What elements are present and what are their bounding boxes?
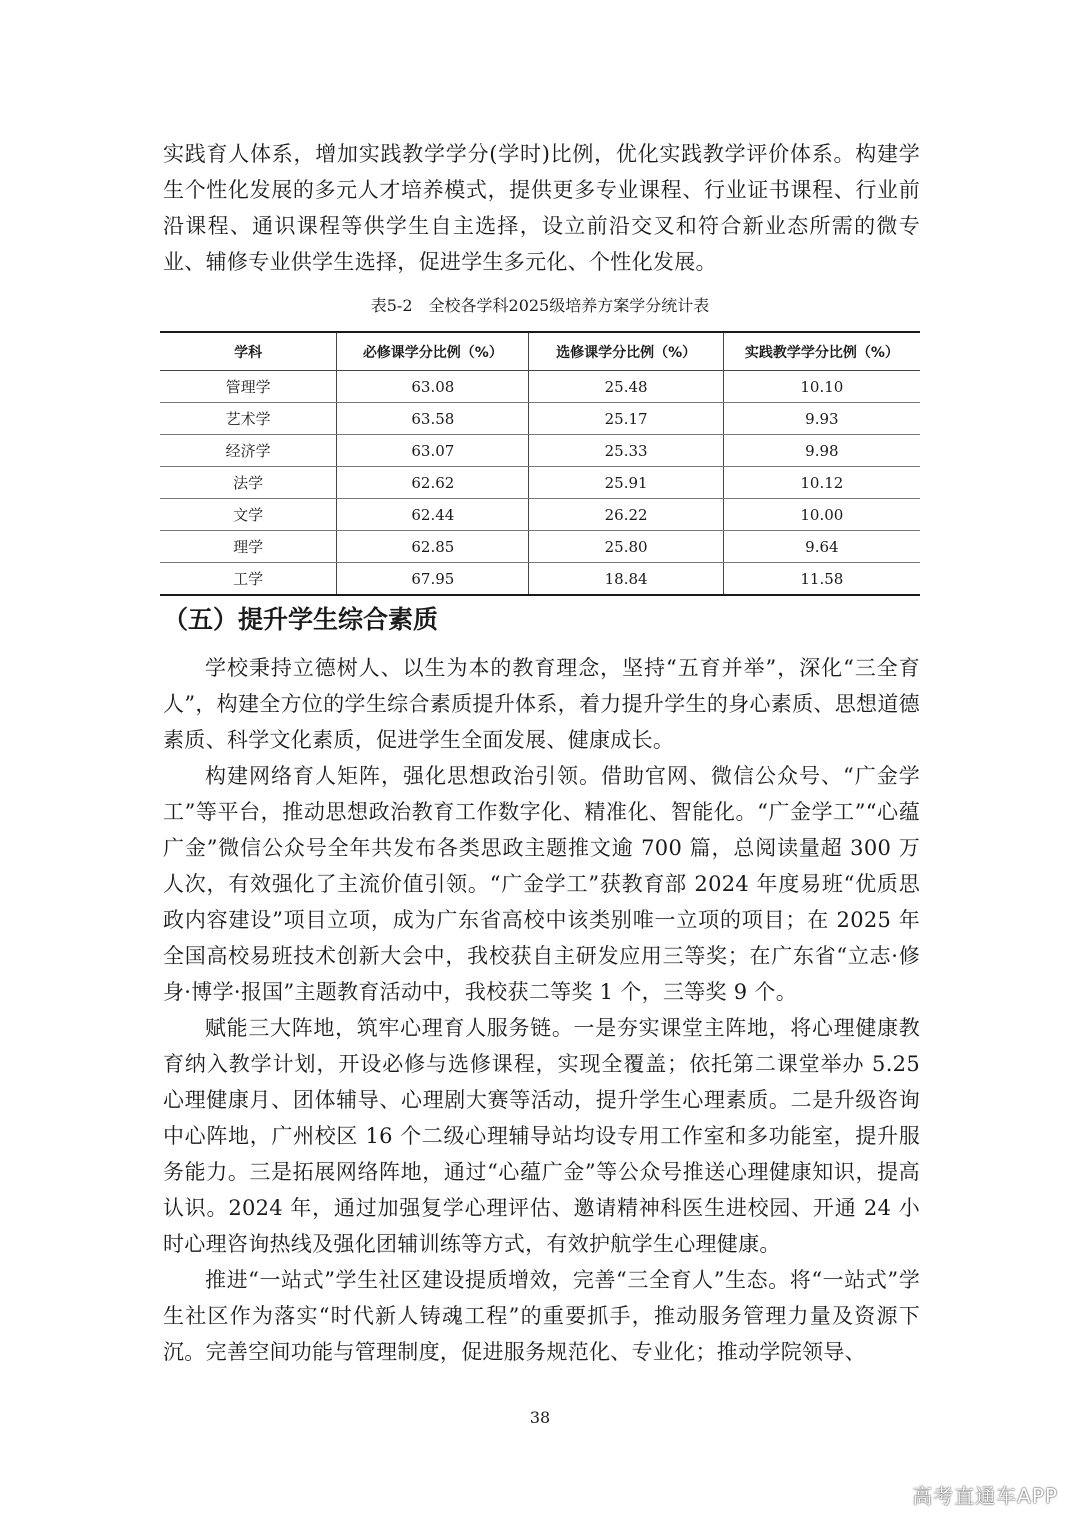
cell-required: 62.62 [337,467,529,499]
cell-subject: 法学 [160,467,337,499]
header-subject: 学科 [160,332,337,371]
section-heading: （五）提升学生综合素质 [163,605,439,634]
body-paragraph: 推进“一站式”学生社区建设提质增效，完善“三全育人”生态。将“一站式”学生社区作为落实“时代新人铸魂工程”的重要抓手，推动服务管理力量及资源下沉。完善空间功能与管理制度，促进服务规范化、专业化；推动学院领导、 [163,1268,920,1364]
header-required-ratio: 必修课学分比例（%） [337,332,529,371]
cell-practice: 9.93 [723,403,920,435]
cell-practice: 9.64 [723,531,920,563]
page-number: 38 [529,1408,551,1427]
table-row [160,499,920,531]
table-row [160,563,920,596]
cell-subject: 理学 [160,531,337,563]
cell-required: 67.95 [337,563,529,596]
body-paragraph: 学校秉持立德树人、以生为本的教育理念，坚持“五育并举”，深化“三全育人”，构建全方位的学生综合素质提升体系，着力提升学生的身心素质、思想道德素质、科学文化素质，促进学生全面发展、健康成长。 [163,656,920,752]
cell-subject: 经济学 [160,435,337,467]
header-elective-ratio: 选修课学分比例（%） [529,332,723,371]
cell-elective: 18.84 [529,563,723,596]
cell-required: 62.44 [337,499,529,531]
cell-required: 63.58 [337,403,529,435]
table-caption: 表5-2 全校各学科2025级培养方案学分统计表 [370,296,710,315]
cell-practice: 10.12 [723,467,920,499]
cell-subject: 管理学 [160,371,337,403]
cell-elective: 25.91 [529,467,723,499]
header-practice-ratio: 实践教学学分比例（%） [723,332,920,371]
cell-elective: 25.17 [529,403,723,435]
table-row [160,371,920,403]
table-row [160,467,920,499]
body-paragraph: 构建网络育人矩阵，强化思想政治引领。借助官网、微信公众号、“广金学工”等平台，推动思想政治教育工作数字化、精准化、智能化。“广金学工”“心蕴广金”微信公众号全年共发布各类思政主题推文逾 700 篇，总阅读量超 300 万人次，有效强化了主流价值引领。“广金学工”获教育部 2024 年度易班“优质思政内容建设”项目立项，成为广东省高校中该类别唯一立项的项目；在 2025 年全国高校易班技术创新大会中，我校获自主研发应用三等奖；在广东省“立志·修身·博学·报国”主题教育活动中，我校获二等奖 1 个，三等奖 9 个。 [163,764,920,1004]
credit-statistics-table [160,331,920,596]
table-row [160,531,920,563]
table-header-row [160,332,920,371]
cell-elective: 25.80 [529,531,723,563]
cell-practice: 9.98 [723,435,920,467]
cell-subject: 文学 [160,499,337,531]
cell-practice: 10.10 [723,371,920,403]
cell-elective: 26.22 [529,499,723,531]
cell-elective: 25.48 [529,371,723,403]
cell-required: 63.08 [337,371,529,403]
cell-subject: 工学 [160,563,337,596]
watermark: 高考直通车APP [912,1484,1058,1508]
cell-practice: 11.58 [723,563,920,596]
body-paragraph: 赋能三大阵地，筑牢心理育人服务链。一是夯实课堂主阵地，将心理健康教育纳入教学计划，开设必修与选修课程，实现全覆盖；依托第二课堂举办 5.25 心理健康月、团体辅导、心理剧大赛等活动，提升学生心理素质。二是升级咨询中心阵地，广州校区 16 个二级心理辅导站均设专用工作室和多功能室，提升服务能力。三是拓展网络阵地，通过“心蕴广金”等公众号推送心理健康知识，提高认识。2024 年，通过加强复学心理评估、邀请精神科医生进校园、开通 24 小时心理咨询热线及强化团辅训练等方式，有效护航学生心理健康。 [163,1016,920,1256]
table-row [160,403,920,435]
cell-elective: 25.33 [529,435,723,467]
cell-subject: 艺术学 [160,403,337,435]
table-row [160,435,920,467]
cell-practice: 10.00 [723,499,920,531]
cell-required: 62.85 [337,531,529,563]
cell-required: 63.07 [337,435,529,467]
intro-paragraph: 实践育人体系，增加实践教学学分(学时)比例，优化实践教学评价体系。构建学生个性化发展的多元人才培养模式，提供更多专业课程、行业证书课程、行业前沿课程、通识课程等供学生自主选择，设立前沿交叉和符合新业态所需的微专业、辅修专业供学生选择，促进学生多元化、个性化发展。 [163,142,920,274]
